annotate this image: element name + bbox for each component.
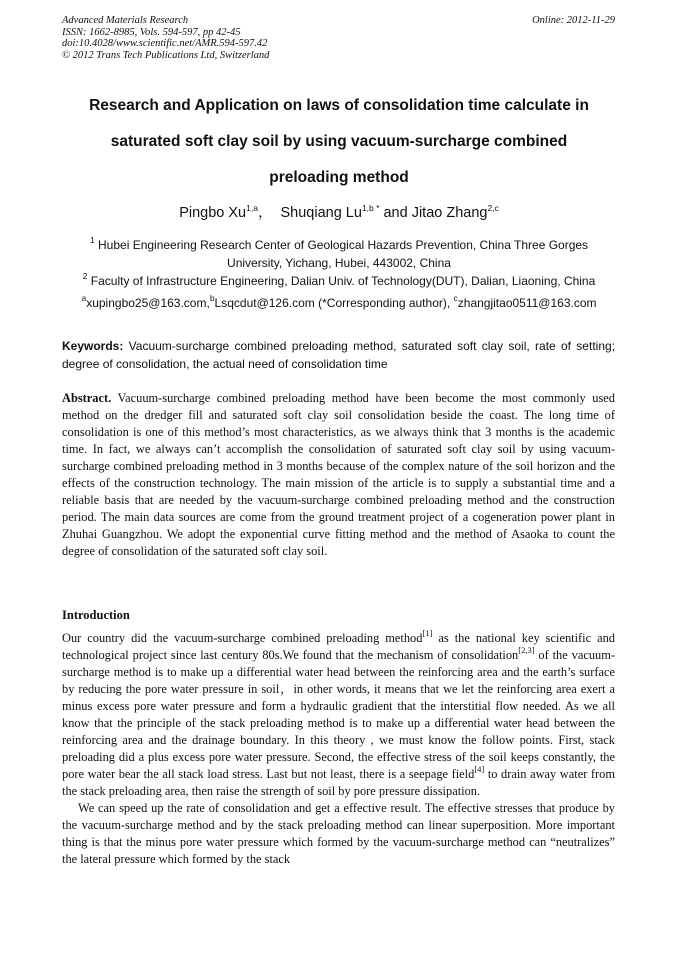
keywords-text: Vacuum-surcharge combined preloading method, saturated soft clay soil, rate of setting; degree of consolidation, the actual need of consolidation time — [62, 339, 615, 371]
issn-line: ISSN: 1662-8985, Vols. 594-597, pp 42-45 — [62, 26, 241, 38]
citation-ref[interactable]: [2,3] — [518, 645, 535, 655]
keywords-block — [62, 337, 615, 373]
author-name: Shuqiang Lu — [280, 205, 362, 221]
author-list — [62, 201, 616, 222]
journal-header — [62, 15, 269, 61]
introduction-paragraph-1: Our country did the vacuum-surcharge combined preloading method[1] as the national key scientific and technological project since last century 80s.We found that the mechanism of consolidation[2,3] of the vacuum-surcharge method is to make up a differential water head between the reinforcing area and the earth’s surface by reducing the pore water pressure in soil，in other words, it means that we let the reinforcing area exert a minus excess pore water pressure and form a hydraulic gradient that the interstitial flow needed. As we all know that the principle of the stack preloading method is to make up a differential water head between the reinforcing area and the drainage boundary. In this theory , we must know the follow points. First, stack preloading did a plus excess pore water pressure. Second, the effective stress of the soil keeps constantly, the pore water bear the all stack load stress. Last but not least, there is a seepage field[4] to drain away water from the stack preloading area, then raise the strength of soil by pore pressure dissipation. — [62, 628, 615, 798]
author-name: Pingbo Xu — [179, 205, 247, 221]
affiliation-mark: 1 — [89, 235, 95, 245]
email-link[interactable]: xupingbo25@163.com, — [86, 296, 210, 310]
email-mark: c — [453, 293, 458, 303]
author-emails — [62, 293, 616, 310]
author-separator: ， — [257, 205, 281, 221]
author-affiliation-mark: 1,a — [246, 203, 258, 213]
author-affiliation-mark: 2,c — [487, 203, 499, 213]
author-name: Jitao Zhang — [411, 205, 488, 221]
paper-title — [62, 88, 616, 196]
abstract-text: Vacuum-surcharge combined preloading method have been become the most commonly used method on the dredger fill and saturated soft clay soil consolidation beside the coast. The long time of consolidation is one of this method’s most characteristics, as we always think that 3 months is the academic time. In fact, we always can’t accomplish the consolidation of saturated soft clay soil by using vacuum-surcharge combined preloading method in 3 months because of the complex nature of the soil horizon and the effects of the construction technology. The main mission of the article is to supply a substantial time and a reliable basis that are needed by the vacuum-surcharge combined preloading method and the construction period. The main data sources are come from the ground treatment project of a cogeneration power plant in Zhuhai Guangzhou. We adopt the exponential curve fitting method and the method of Asaoka to count the degree of consolidation of the saturated soft clay soil. — [62, 391, 615, 558]
title-line-2: saturated soft clay soil by using vacuum-surcharge combined — [110, 133, 568, 150]
author-affiliation-mark: 1,b * — [361, 203, 380, 213]
email-link[interactable]: Lsqcdut@126.com (*Corresponding author), — [214, 296, 454, 310]
abstract-label: Abstract. — [62, 391, 112, 405]
affiliations — [62, 236, 616, 290]
introduction-heading: Introduction — [62, 608, 130, 622]
email-mark: a — [81, 293, 87, 303]
title-line-3: preloading method — [269, 169, 409, 186]
affiliation-mark: 2 — [82, 271, 88, 281]
introduction-paragraph-2: We can speed up the rate of consolidation and get a effective result. The effective stresses that produce by the vacuum-surcharge method and by the stack preloading method can linear superposition. More important thing is that the minus pore water pressure which formed by the vacuum-surcharge method can “neutralizes” the lateral pressure which formed by the stack — [62, 801, 615, 866]
online-date: Online: 2012-11-29 — [532, 15, 615, 26]
affiliation-2-line-1: $^2$ Faculty of Infrastructure Engineering, Dalian Univ. of Technology(DUT), Dalian, Liaoning, China — [82, 271, 596, 288]
email-mark: b — [209, 293, 215, 303]
introduction-body — [62, 630, 615, 868]
copyright-line: © 2012 Trans Tech Publications Ltd, Switzerland — [62, 49, 270, 61]
affiliation-1-line-1: $^1$ Hubei Engineering Research Center of Geological Hazards Prevention, China Three Gorges — [89, 235, 589, 252]
affiliation-1-line-2: University, Yichang, Hubei, 443002, China — [227, 256, 451, 270]
author-separator: and — [379, 205, 412, 221]
title-line-1: Research and Application on laws of consolidation time calculate in — [89, 97, 589, 114]
email-link[interactable]: zhangjitao0511@163.com — [457, 296, 597, 310]
citation-ref[interactable]: [1] — [422, 628, 433, 638]
citation-ref[interactable]: [4] — [474, 764, 485, 774]
doi-line: doi:10.4028/www.scientific.net/AMR.594-597.42 — [62, 38, 268, 49]
abstract-block — [62, 390, 615, 560]
keywords-label: Keywords: — [62, 339, 124, 353]
journal-name: Advanced Materials Research — [62, 15, 189, 26]
